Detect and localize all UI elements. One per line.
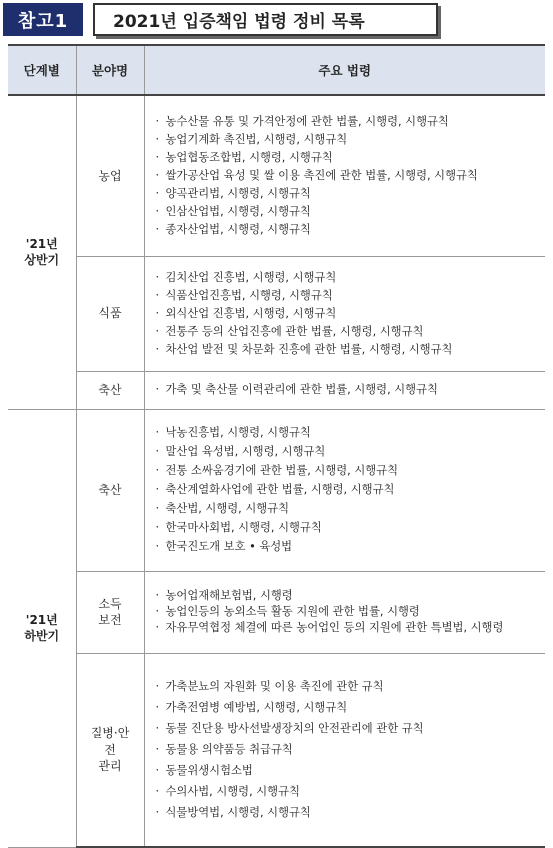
law-item: · 농업기계화 촉진법, 시행령, 시행규칙 [155, 133, 540, 147]
table-row [8, 409, 545, 571]
document-title: 2021년 입증책임 법령 정비 목록 [93, 3, 438, 36]
law-item: · 외식산업 진흥법, 시행령, 시행규칙 [155, 307, 540, 321]
table-row [8, 653, 545, 847]
period-label-line: 상반기 [24, 253, 60, 268]
field-label-line: 질병·안 [90, 726, 130, 741]
law-item: · 전통주 등의 산업진흥에 관한 법률, 시행령, 시행규칙 [155, 325, 540, 339]
law-item: · 차산업 발전 및 차문화 진흥에 관한 법률, 시행령, 시행규칙 [155, 343, 540, 357]
law-item: · 식품산업진흥법, 시행령, 시행규칙 [155, 289, 540, 303]
table-row [8, 95, 545, 256]
period-label-line: '21년 [25, 612, 58, 627]
laws-cell [144, 653, 545, 847]
law-item: · 종자산업법, 시행령, 시행규칙 [155, 223, 540, 237]
field-cell [76, 409, 144, 571]
law-item: · 식물방역법, 시행령, 시행규칙 [155, 806, 540, 820]
field-cell [76, 653, 144, 847]
law-item: · 한국진도개 보호 • 육성법 [155, 540, 540, 554]
field-label-line: 전 [104, 742, 116, 757]
law-item: · 인삼산업법, 시행령, 시행규칙 [155, 205, 540, 219]
law-item: · 김치산업 진흥법, 시행령, 시행규칙 [155, 271, 540, 285]
field-cell [76, 571, 144, 653]
law-item: · 말산업 육성법, 시행령, 시행규칙 [155, 445, 540, 459]
field-label-line: 식품 [98, 306, 122, 321]
law-item: · 농업인등의 농외소득 활동 지원에 관한 법률, 시행령 [155, 605, 540, 619]
column-header-field: 분야명 [76, 45, 144, 95]
law-item: · 낙농진흥법, 시행령, 시행규칙 [155, 426, 540, 440]
law-item: · 전통 소싸움경기에 관한 법률, 시행령, 시행규칙 [155, 464, 540, 478]
law-item: · 축산법, 시행령, 시행규칙 [155, 502, 540, 516]
field-label-line: 보전 [98, 613, 122, 627]
law-item: · 동물용 의약품등 취급규칙 [155, 743, 540, 757]
law-item: · 가축전염병 예방법, 시행령, 시행규칙 [155, 701, 540, 715]
table-row [8, 371, 545, 409]
field-label-line: 농업 [98, 168, 122, 183]
document-header [3, 3, 443, 37]
period-cell [8, 95, 76, 409]
column-header-laws: 주요 법령 [144, 45, 545, 95]
field-cell [76, 95, 144, 256]
laws-cell [144, 371, 545, 409]
laws-cell [144, 95, 545, 256]
period-label-line: '21년 [25, 237, 58, 252]
field-label-line: 관리 [98, 758, 122, 773]
law-item: · 축산계열화사업에 관한 법률, 시행령, 시행규칙 [155, 483, 540, 497]
law-item: · 양곡관리법, 시행령, 시행규칙 [155, 187, 540, 201]
law-item: · 가축분뇨의 자원화 및 이용 촉진에 관한 규칙 [155, 680, 540, 694]
field-cell [76, 371, 144, 409]
law-item: · 농업협동조합법, 시행령, 시행규칙 [155, 151, 540, 165]
period-label-line: 하반기 [24, 629, 60, 643]
field-label-line: 축산 [98, 382, 122, 397]
table-header-row [8, 45, 545, 95]
field-cell [76, 256, 144, 371]
law-item: · 동물 진단용 방사선발생장치의 안전관리에 관한 규칙 [155, 722, 540, 736]
reference-badge: 참고1 [3, 3, 83, 36]
column-header-period: 단계별 [8, 45, 76, 95]
law-item: · 농어업재해보험법, 시행령 [155, 589, 540, 603]
field-label-line: 축산 [98, 482, 122, 497]
period-cell [8, 409, 76, 847]
table-row [8, 256, 545, 371]
law-item: · 가축 및 축산물 이력관리에 관한 법률, 시행령, 시행규칙 [155, 383, 540, 397]
table-row [8, 571, 545, 653]
law-item: · 농수산물 유통 및 가격안정에 관한 법률, 시행령, 시행규칙 [155, 115, 540, 129]
law-item: · 자유무역협정 체결에 따른 농어업인 등의 지원에 관한 특별법, 시행령 [155, 621, 540, 635]
law-item: · 한국마사회법, 시행령, 시행규칙 [155, 521, 540, 535]
law-item: · 수의사법, 시행령, 시행규칙 [155, 785, 540, 799]
laws-cell [144, 571, 545, 653]
law-list-table [8, 44, 545, 848]
laws-cell [144, 409, 545, 571]
law-item: · 쌀가공산업 육성 및 쌀 이용 촉진에 관한 법률, 시행령, 시행규칙 [155, 169, 540, 183]
law-item: · 동물위생시험소법 [155, 764, 540, 778]
laws-cell [144, 256, 545, 371]
field-label-line: 소득 [98, 596, 122, 611]
